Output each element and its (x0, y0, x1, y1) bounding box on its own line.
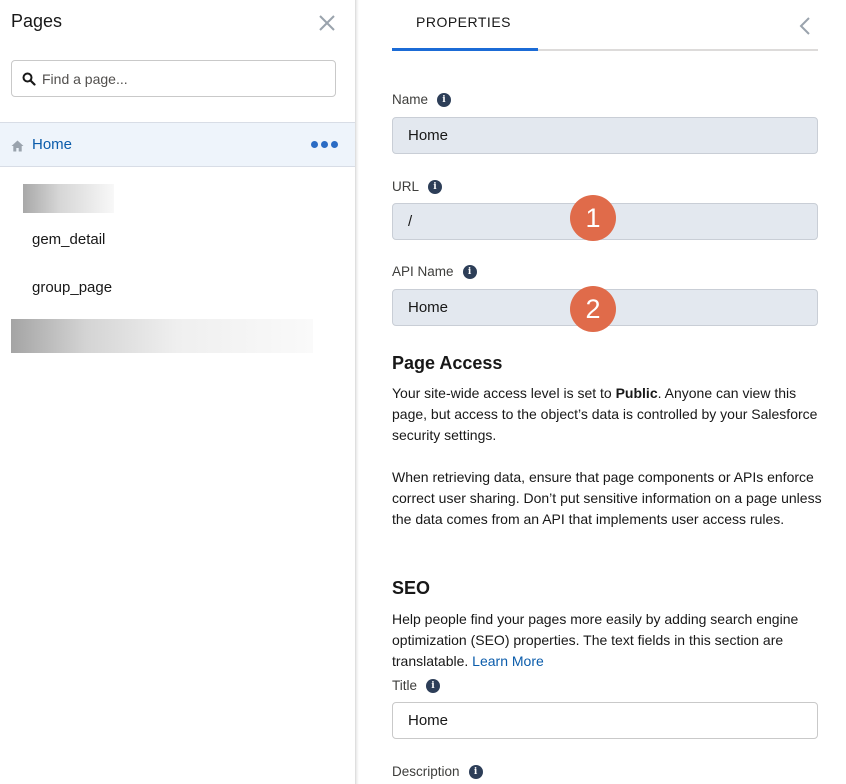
home-icon (11, 139, 24, 151)
sidebar-item-gem-detail[interactable]: gem_detail (32, 231, 106, 248)
search-icon (22, 72, 36, 86)
info-icon[interactable]: i (428, 180, 442, 194)
api-name-field: Home (392, 289, 818, 326)
sidebar-item-label: Home (32, 136, 73, 153)
page-access-title: Page Access (392, 353, 503, 373)
pages-title: Pages (11, 11, 63, 31)
seo-text (392, 609, 822, 672)
sidebar-item-group-page[interactable]: group_page (32, 279, 113, 296)
api-name-label (392, 264, 477, 279)
properties-panel (359, 0, 846, 784)
api-name-label-text: API Name (392, 264, 454, 279)
page-access-text-prefix: Your site-wide access level is set to (392, 385, 616, 401)
tab-active-indicator (392, 48, 538, 51)
redacted-item (23, 184, 114, 213)
info-icon[interactable]: i (437, 93, 451, 107)
seo-description-label-text: Description (392, 764, 460, 779)
page-access-note: When retrieving data, ensure that page components or APIs enforce correct user sharing. Don’t put sensitive information on a page unless the data comes from an API that implements user access rules. (392, 469, 822, 527)
more-icon[interactable] (310, 137, 340, 153)
pages-panel (0, 0, 355, 784)
info-icon[interactable]: i (463, 265, 477, 279)
name-label (392, 92, 451, 107)
page-access-text (392, 383, 822, 446)
close-icon[interactable] (316, 12, 338, 34)
url-label-text: URL (392, 179, 420, 194)
seo-text-body: Help people find your pages more easily by adding search engine optimization (SEO) properties. The text fields in this section are translatable. (392, 611, 799, 669)
redacted-item (11, 319, 313, 353)
learn-more-link[interactable]: Learn More (472, 653, 544, 669)
name-field: Home (392, 117, 818, 154)
callout-badge-1: 1 (570, 195, 616, 241)
seo-title-field[interactable]: Home (392, 702, 818, 739)
info-icon[interactable]: i (469, 765, 483, 779)
seo-description-label (392, 764, 483, 779)
access-level-value: Public (615, 385, 658, 401)
sidebar-item-home[interactable] (0, 122, 355, 167)
seo-title-label (392, 678, 440, 693)
seo-title: SEO (392, 578, 431, 598)
url-label (392, 179, 442, 194)
page-access-text-suffix: . Anyone can view this page, but access to the object’s data is controlled by your Salesforce security settings. (392, 385, 818, 443)
info-icon[interactable]: i (426, 679, 440, 693)
callout-badge-2: 2 (570, 286, 616, 332)
name-label-text: Name (392, 92, 429, 107)
seo-title-label-text: Title (392, 678, 418, 693)
tab-properties[interactable]: PROPERTIES (416, 14, 511, 30)
search-input[interactable] (42, 61, 322, 96)
url-field: / (392, 203, 818, 240)
tab-divider (538, 49, 818, 51)
chevron-left-icon[interactable] (797, 14, 813, 38)
search-box (11, 60, 336, 97)
